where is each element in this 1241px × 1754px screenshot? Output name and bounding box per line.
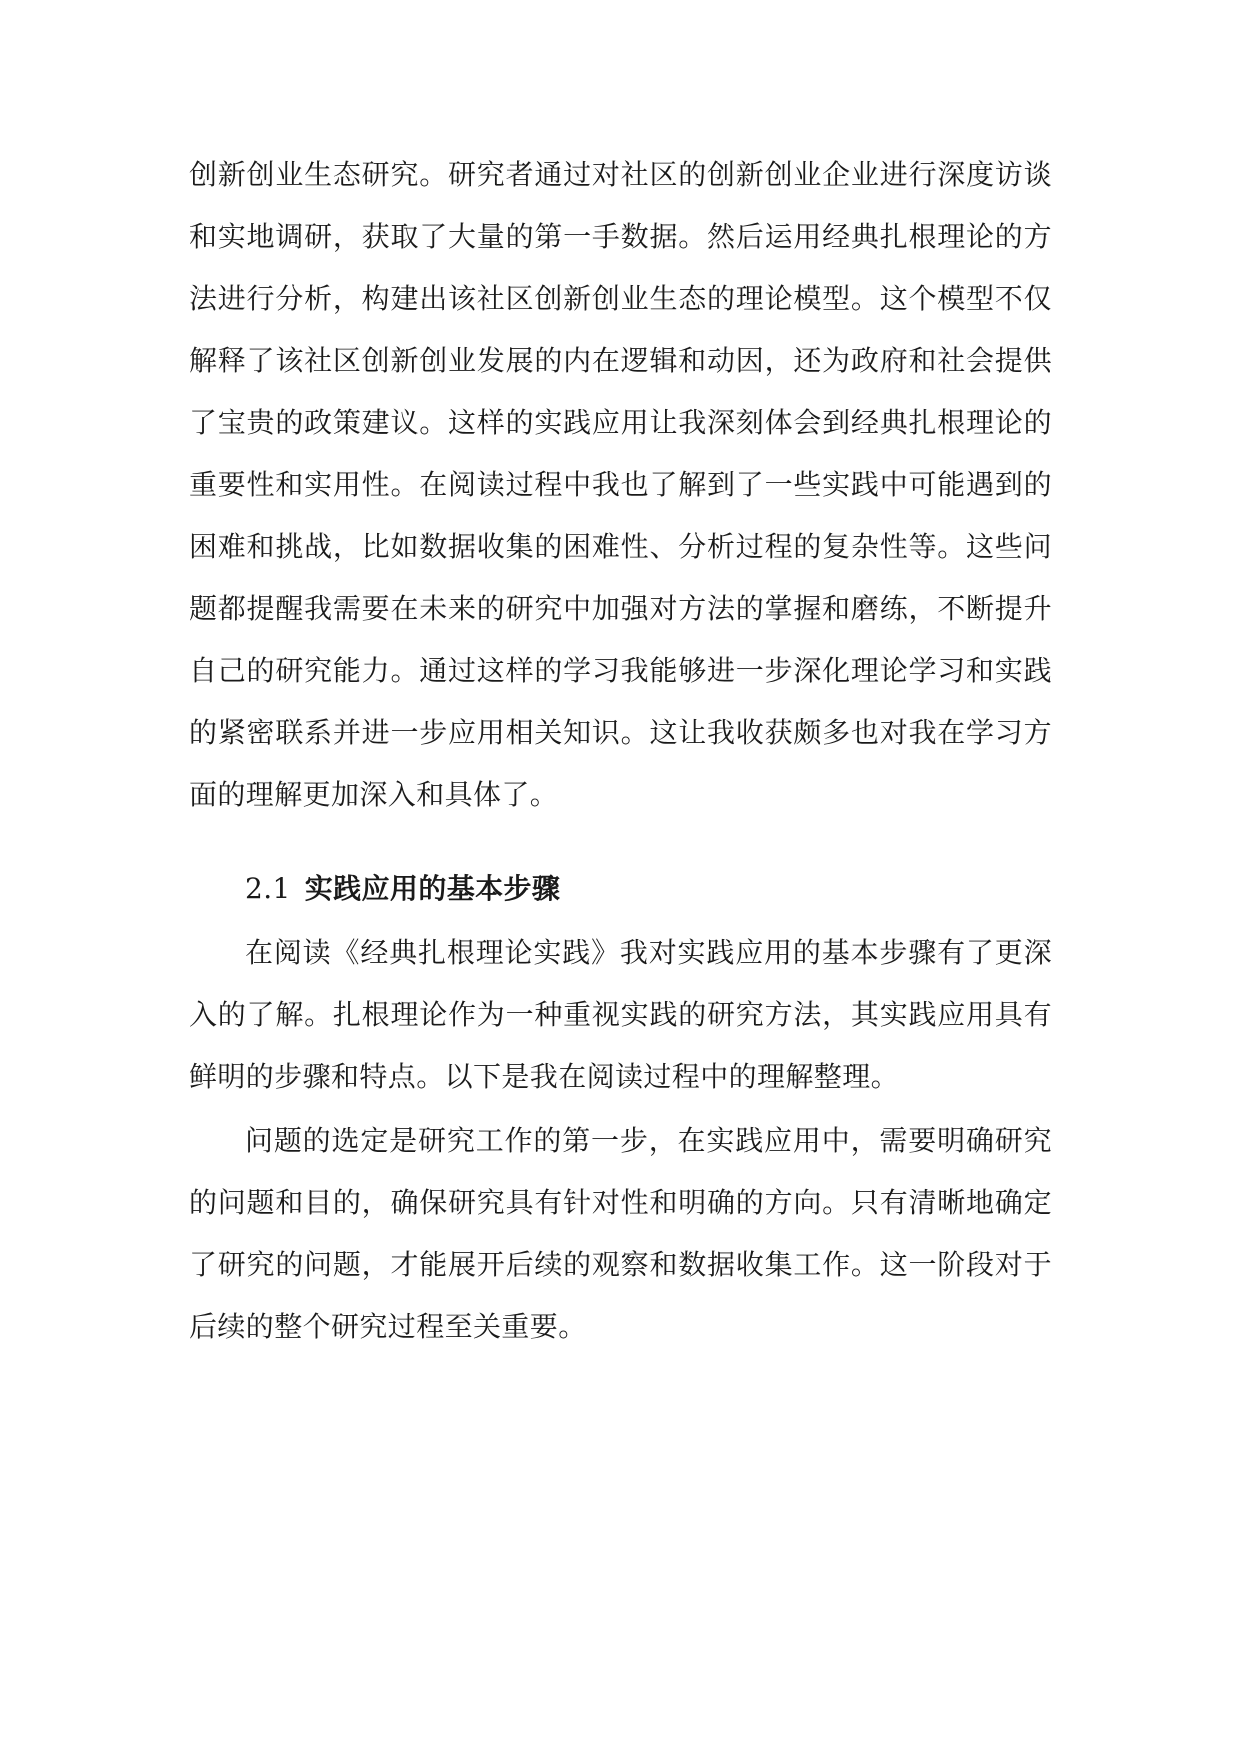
section-title: 实践应用的基本步骤	[304, 872, 561, 905]
body-paragraph-continued: 创新创业生态研究。研究者通过对社区的创新创业企业进行深度访谈和实地调研，获取了大量的第一手数据。然后运用经典扎根理论的方法进行分析，构建出该社区创新创业生态的理论模型。这个模型不仅解释了该社区创新创业发展的内在逻辑和动因，还为政府和社会提供了宝贵的政策建议。这样的实践应用让我深刻体会到经典扎根理论的重要性和实用性。在阅读过程中我也了解到了一些实践中可能遇到的困难和挑战，比如数据收集的困难性、分析过程的复杂性等。这些问题都提醒我需要在未来的研究中加强对方法的掌握和磨练，不断提升自己的研究能力。通过这样的学习我能够进一步深化理论学习和实践的紧密联系并进一步应用相关知识。这让我收获颇多也对我在学习方面的理解更加深入和具体了。	[189, 158, 1052, 811]
section-number: 2.1	[245, 872, 291, 905]
body-paragraph: 在阅读《经典扎根理论实践》我对实践应用的基本步骤有了更深入的了解。扎根理论作为一种重视实践的研究方法，其实践应用具有鲜明的步骤和特点。以下是我在阅读过程中的理解整理。	[189, 936, 1052, 1093]
document-body	[189, 144, 1052, 1358]
body-paragraph: 问题的选定是研究工作的第一步，在实践应用中，需要明确研究的问题和目的，确保研究具有针对性和明确的方向。只有清晰地确定了研究的问题，才能展开后续的观察和数据收集工作。这一阶段对于后续的整个研究过程至关重要。	[189, 1124, 1052, 1343]
section-heading	[189, 858, 1052, 920]
